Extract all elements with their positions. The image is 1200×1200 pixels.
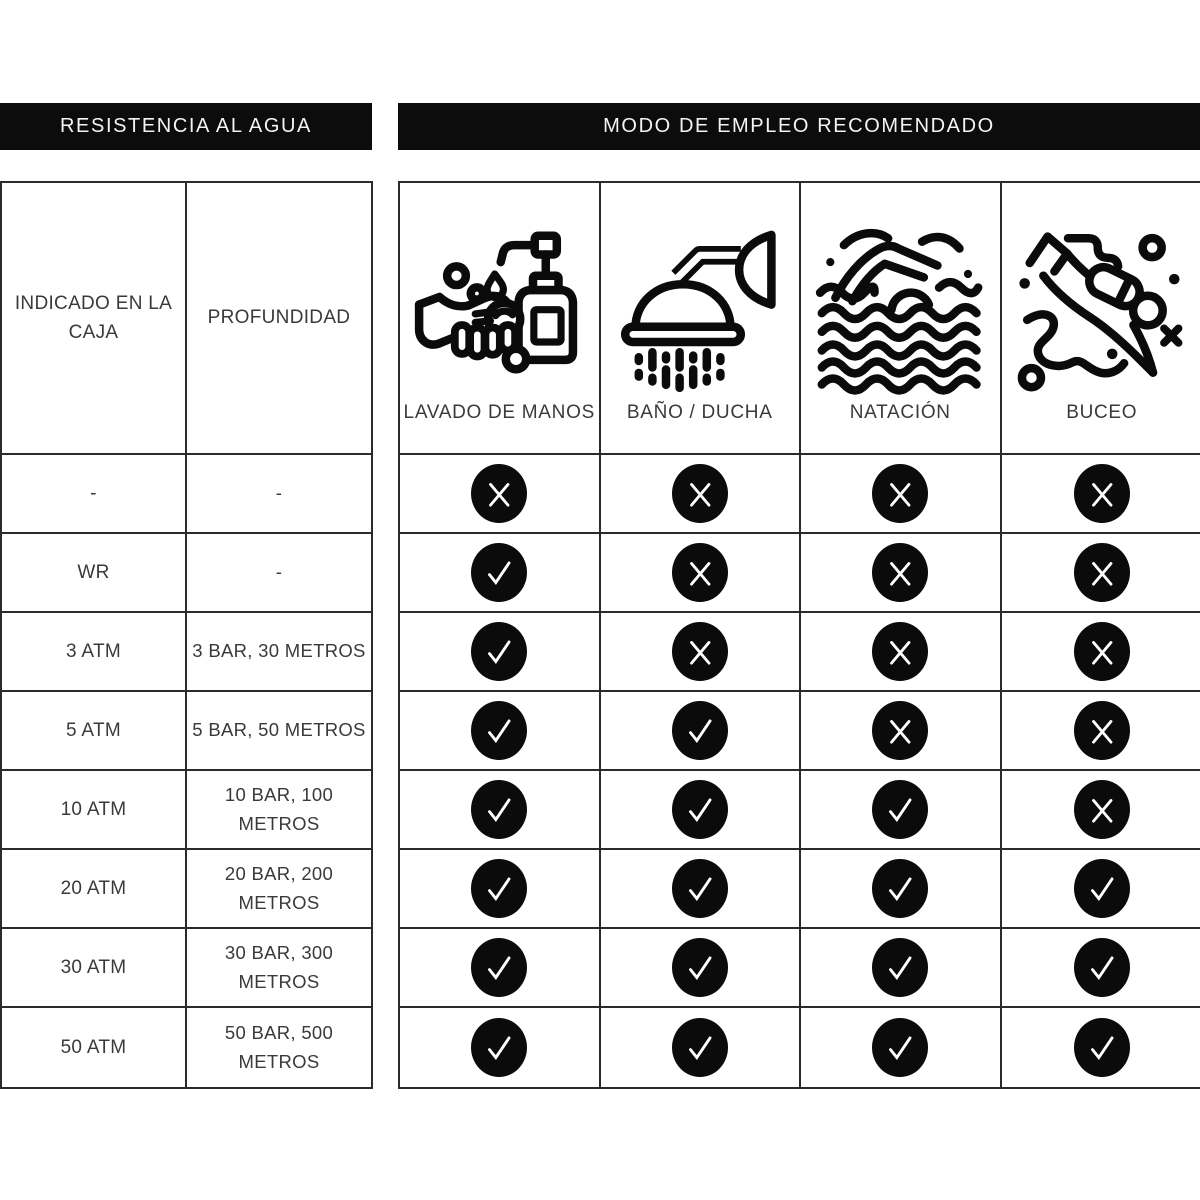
- cross-mark-icon: [1074, 701, 1130, 760]
- indicated-cell: 50 ATM: [2, 1008, 187, 1087]
- activity-label: LAVADO DE MANOS: [403, 402, 595, 423]
- depth-cell: 20 BAR, 200 METROS: [224, 862, 334, 913]
- check-mark-icon: [1074, 859, 1130, 918]
- mark-cell: [400, 455, 601, 532]
- water-resistance-table: [0, 181, 373, 1089]
- usage-row: [400, 692, 1200, 771]
- mark-cell: [601, 850, 802, 927]
- mark-cell: [801, 1008, 1002, 1087]
- check-mark-icon: [471, 701, 527, 760]
- resistencia-header-bar: [0, 103, 372, 150]
- indicated-column-header: INDICADO EN LA CAJA: [2, 183, 187, 453]
- depth-cell: 10 BAR, 100 METROS: [224, 783, 334, 834]
- resistance-row: [2, 850, 371, 929]
- usage-row: [400, 534, 1200, 613]
- check-mark-icon: [1074, 938, 1130, 997]
- cross-mark-icon: [672, 622, 728, 681]
- cross-mark-icon: [1074, 622, 1130, 681]
- activity-column-shower: [601, 183, 802, 453]
- indicated-cell: 30 ATM: [2, 929, 187, 1006]
- mark-cell: [400, 1008, 601, 1087]
- mark-cell: [801, 771, 1002, 848]
- mark-cell: [601, 692, 802, 769]
- diving-icon: [1017, 221, 1187, 395]
- check-mark-icon: [672, 1018, 728, 1077]
- check-mark-icon: [471, 938, 527, 997]
- resistance-row: [2, 771, 371, 850]
- handwash-icon: [414, 221, 584, 395]
- mark-cell: [400, 534, 601, 611]
- mark-cell: [601, 929, 802, 1006]
- resistance-row: [2, 534, 371, 613]
- depth-cell: 50 BAR, 500 METROS: [224, 1021, 334, 1072]
- check-mark-icon: [672, 938, 728, 997]
- depth-cell: -: [275, 482, 283, 504]
- mark-cell: [601, 1008, 802, 1087]
- usage-row: [400, 771, 1200, 850]
- cross-mark-icon: [872, 701, 928, 760]
- activity-label: NATACIÓN: [849, 402, 951, 423]
- usage-table: [398, 181, 1200, 1089]
- mark-cell: [1002, 613, 1200, 690]
- indicated-cell: 10 ATM: [2, 771, 187, 848]
- resistance-row: [2, 1008, 371, 1087]
- check-mark-icon: [872, 1018, 928, 1077]
- mark-cell: [801, 534, 1002, 611]
- depth-column-header: PROFUNDIDAD: [207, 307, 351, 329]
- activity-column-handwash: [400, 183, 601, 453]
- indicated-cell: -: [2, 455, 187, 532]
- mark-cell: [1002, 534, 1200, 611]
- modo-empleo-header-bar: [398, 103, 1200, 150]
- check-mark-icon: [471, 780, 527, 839]
- mark-cell: [400, 692, 601, 769]
- resistance-row: [2, 929, 371, 1008]
- resistance-table-body: [2, 455, 371, 1087]
- mark-cell: [400, 613, 601, 690]
- mark-cell: [601, 455, 802, 532]
- activity-column-swimming: [801, 183, 1002, 453]
- depth-cell: 3 BAR, 30 METROS: [192, 640, 366, 662]
- mark-cell: [601, 771, 802, 848]
- mark-cell: [1002, 1008, 1200, 1087]
- shower-icon: [615, 221, 785, 395]
- check-mark-icon: [672, 859, 728, 918]
- depth-cell: 30 BAR, 300 METROS: [224, 941, 334, 992]
- mark-cell: [400, 850, 601, 927]
- usage-header-row: [400, 183, 1200, 455]
- check-mark-icon: [1074, 1018, 1130, 1077]
- mark-cell: [601, 613, 802, 690]
- mark-cell: [1002, 929, 1200, 1006]
- resistencia-header-title: RESISTENCIA AL AGUA: [60, 115, 312, 137]
- cross-mark-icon: [872, 622, 928, 681]
- usage-table-body: [400, 455, 1200, 1087]
- check-mark-icon: [872, 780, 928, 839]
- resistance-row: [2, 455, 371, 534]
- check-mark-icon: [672, 780, 728, 839]
- check-mark-icon: [872, 938, 928, 997]
- activity-column-diving: [1002, 183, 1200, 453]
- mark-cell: [400, 929, 601, 1006]
- cross-mark-icon: [672, 543, 728, 602]
- depth-cell: -: [275, 561, 283, 583]
- usage-row: [400, 455, 1200, 534]
- check-mark-icon: [471, 543, 527, 602]
- resistance-table-header-row: [2, 183, 371, 455]
- swimming-icon: [815, 221, 985, 395]
- cross-mark-icon: [471, 464, 527, 523]
- mark-cell: [801, 850, 1002, 927]
- usage-row: [400, 613, 1200, 692]
- modo-empleo-header-title: MODO DE EMPLEO RECOMENDADO: [603, 115, 995, 137]
- cross-mark-icon: [1074, 464, 1130, 523]
- mark-cell: [1002, 692, 1200, 769]
- activity-label: BAÑO / DUCHA: [626, 402, 773, 423]
- mark-cell: [801, 692, 1002, 769]
- check-mark-icon: [672, 701, 728, 760]
- usage-row: [400, 850, 1200, 929]
- indicated-cell: 5 ATM: [2, 692, 187, 769]
- cross-mark-icon: [1074, 543, 1130, 602]
- indicated-cell: 20 ATM: [2, 850, 187, 927]
- depth-cell: 5 BAR, 50 METROS: [192, 719, 366, 741]
- cross-mark-icon: [872, 464, 928, 523]
- check-mark-icon: [471, 1018, 527, 1077]
- resistance-row: [2, 613, 371, 692]
- cross-mark-icon: [1074, 780, 1130, 839]
- mark-cell: [1002, 850, 1200, 927]
- mark-cell: [801, 929, 1002, 1006]
- check-mark-icon: [471, 859, 527, 918]
- check-mark-icon: [872, 859, 928, 918]
- usage-row: [400, 1008, 1200, 1087]
- mark-cell: [1002, 455, 1200, 532]
- mark-cell: [400, 771, 601, 848]
- usage-row: [400, 929, 1200, 1008]
- indicated-cell: WR: [2, 534, 187, 611]
- check-mark-icon: [471, 622, 527, 681]
- cross-mark-icon: [672, 464, 728, 523]
- mark-cell: [801, 455, 1002, 532]
- mark-cell: [601, 534, 802, 611]
- cross-mark-icon: [872, 543, 928, 602]
- mark-cell: [1002, 771, 1200, 848]
- resistance-row: [2, 692, 371, 771]
- mark-cell: [801, 613, 1002, 690]
- indicated-cell: 3 ATM: [2, 613, 187, 690]
- activity-label: BUCEO: [1066, 402, 1138, 423]
